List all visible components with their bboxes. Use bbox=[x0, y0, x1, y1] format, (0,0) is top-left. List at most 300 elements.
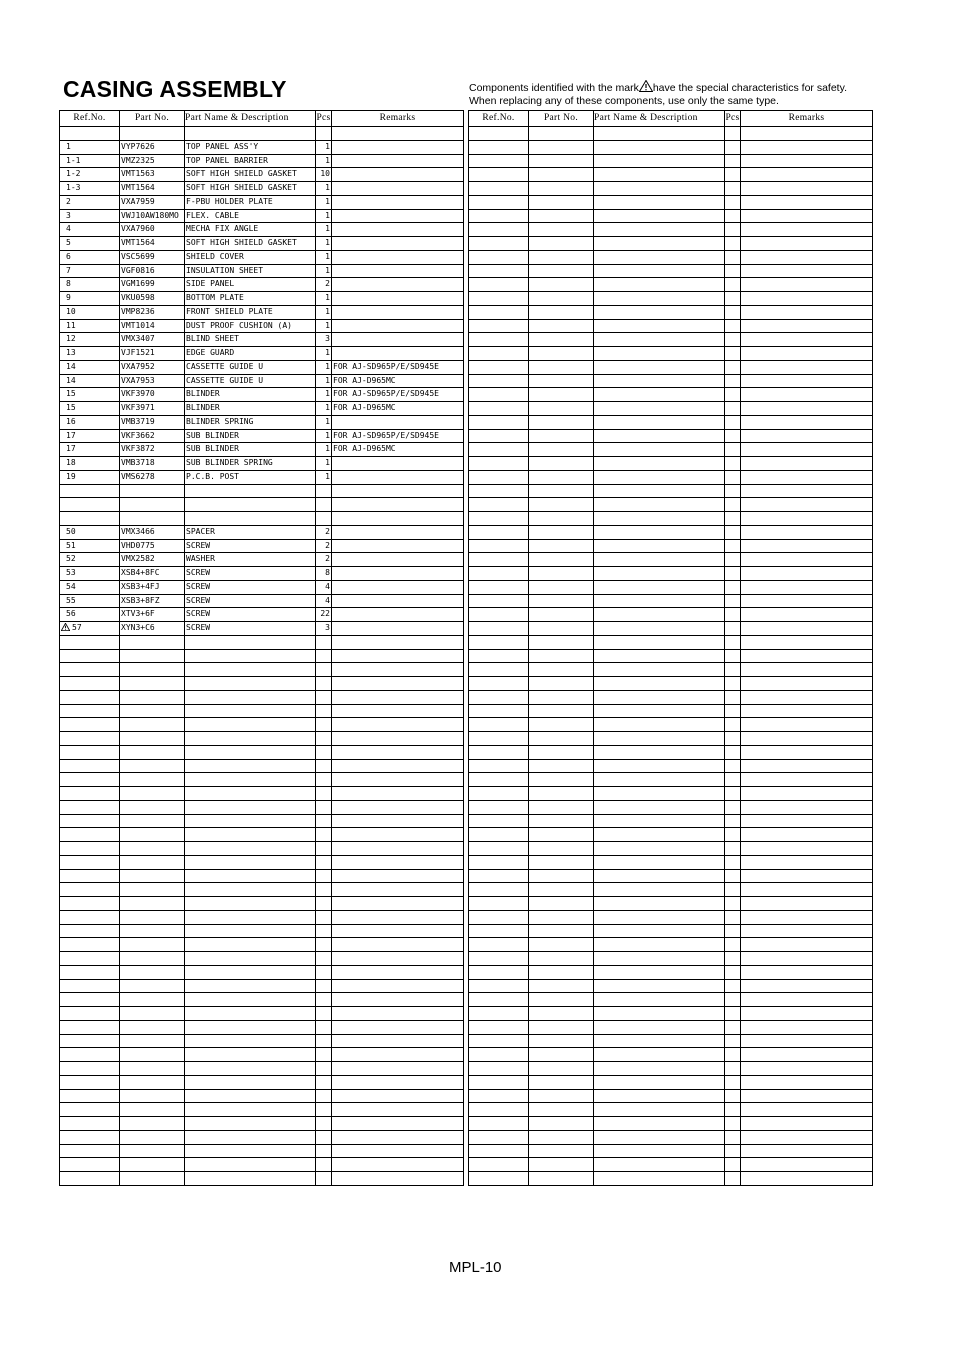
remarks-cell bbox=[332, 732, 464, 746]
pcs-cell: 1 bbox=[316, 182, 332, 196]
remarks-cell bbox=[332, 498, 464, 512]
table-row bbox=[469, 443, 873, 457]
table-row bbox=[60, 800, 464, 814]
remarks-cell bbox=[741, 1020, 873, 1034]
remarks-cell bbox=[741, 443, 873, 457]
ref-cell: 4 bbox=[60, 223, 120, 237]
ref-cell bbox=[469, 910, 529, 924]
ref-cell bbox=[469, 498, 529, 512]
description-cell bbox=[594, 1020, 725, 1034]
pcs-cell bbox=[316, 498, 332, 512]
table-row bbox=[469, 635, 873, 649]
table-row bbox=[60, 195, 464, 209]
remarks-cell bbox=[741, 360, 873, 374]
remarks-cell bbox=[741, 415, 873, 429]
pcs-cell bbox=[725, 952, 741, 966]
remarks-cell bbox=[741, 1048, 873, 1062]
ref-cell bbox=[469, 732, 529, 746]
part-no-cell: VHD0775 bbox=[120, 539, 185, 553]
ref-cell bbox=[60, 649, 120, 663]
description-cell bbox=[594, 539, 725, 553]
pcs-cell bbox=[725, 1158, 741, 1172]
description-cell bbox=[594, 553, 725, 567]
ref-cell bbox=[469, 182, 529, 196]
ref-cell bbox=[469, 787, 529, 801]
ref-cell: 13 bbox=[60, 347, 120, 361]
table-row bbox=[60, 484, 464, 498]
table-row bbox=[60, 360, 464, 374]
pcs-cell: 3 bbox=[316, 333, 332, 347]
pcs-cell bbox=[316, 787, 332, 801]
part-no-cell: VXA7959 bbox=[120, 195, 185, 209]
part-no-cell bbox=[120, 965, 185, 979]
table-row bbox=[469, 924, 873, 938]
description-cell: SOFT HIGH SHIELD GASKET bbox=[185, 168, 316, 182]
ref-cell bbox=[469, 1075, 529, 1089]
description-cell bbox=[594, 1103, 725, 1117]
description-cell bbox=[594, 704, 725, 718]
part-no-cell: VMB3718 bbox=[120, 457, 185, 471]
pcs-cell bbox=[725, 993, 741, 1007]
table-row bbox=[469, 319, 873, 333]
description-cell bbox=[594, 1062, 725, 1076]
part-no-cell bbox=[120, 1103, 185, 1117]
pcs-cell bbox=[725, 553, 741, 567]
pcs-cell bbox=[316, 1007, 332, 1021]
description-cell bbox=[594, 787, 725, 801]
part-no-cell bbox=[120, 512, 185, 526]
ref-cell bbox=[60, 952, 120, 966]
remarks-cell bbox=[332, 154, 464, 168]
ref-cell bbox=[469, 209, 529, 223]
remarks-cell bbox=[332, 127, 464, 141]
ref-cell: 14 bbox=[60, 374, 120, 388]
table-row bbox=[469, 182, 873, 196]
page-number: MPL-10 bbox=[449, 1259, 502, 1276]
ref-cell: 14 bbox=[60, 360, 120, 374]
remarks-cell bbox=[741, 938, 873, 952]
pcs-cell bbox=[725, 594, 741, 608]
part-no-cell bbox=[120, 993, 185, 1007]
remarks-cell bbox=[332, 704, 464, 718]
description-cell bbox=[594, 484, 725, 498]
ref-cell bbox=[469, 443, 529, 457]
pcs-cell: 4 bbox=[316, 594, 332, 608]
ref-cell bbox=[469, 800, 529, 814]
ref-cell bbox=[469, 1117, 529, 1131]
description-cell bbox=[185, 842, 316, 856]
ref-cell bbox=[469, 883, 529, 897]
ref-cell bbox=[469, 388, 529, 402]
table-row bbox=[469, 952, 873, 966]
table-row bbox=[60, 704, 464, 718]
remarks-cell bbox=[741, 773, 873, 787]
description-cell bbox=[594, 842, 725, 856]
remarks-cell bbox=[332, 828, 464, 842]
part-no-cell bbox=[529, 168, 594, 182]
ref-cell bbox=[60, 512, 120, 526]
remarks-cell bbox=[741, 663, 873, 677]
remarks-cell bbox=[741, 1089, 873, 1103]
table-row bbox=[469, 883, 873, 897]
part-no-cell bbox=[529, 250, 594, 264]
part-no-cell bbox=[120, 828, 185, 842]
table-row bbox=[60, 842, 464, 856]
pcs-cell bbox=[725, 869, 741, 883]
part-no-cell bbox=[529, 814, 594, 828]
table-row bbox=[60, 140, 464, 154]
description-cell: SCREW bbox=[185, 567, 316, 581]
safety-notice-line1 bbox=[469, 80, 847, 95]
ref-cell bbox=[469, 704, 529, 718]
table-row bbox=[60, 264, 464, 278]
pcs-cell bbox=[725, 237, 741, 251]
remarks-cell bbox=[741, 677, 873, 691]
part-no-cell bbox=[529, 182, 594, 196]
pcs-cell bbox=[725, 1007, 741, 1021]
table-row bbox=[469, 1020, 873, 1034]
ref-cell bbox=[469, 828, 529, 842]
pcs-cell bbox=[316, 855, 332, 869]
part-no-cell bbox=[120, 1020, 185, 1034]
description-cell bbox=[185, 690, 316, 704]
header-ref-no: Ref.No. bbox=[60, 111, 120, 127]
description-cell bbox=[185, 1103, 316, 1117]
remarks-cell bbox=[332, 855, 464, 869]
pcs-cell: 10 bbox=[316, 168, 332, 182]
part-no-cell bbox=[529, 704, 594, 718]
part-no-cell bbox=[529, 429, 594, 443]
description-cell bbox=[185, 127, 316, 141]
remarks-cell bbox=[741, 869, 873, 883]
header-part-no: Part No. bbox=[529, 111, 594, 127]
remarks-cell bbox=[332, 663, 464, 677]
part-no-cell bbox=[529, 690, 594, 704]
description-cell bbox=[185, 663, 316, 677]
table-row bbox=[469, 690, 873, 704]
pcs-cell bbox=[725, 787, 741, 801]
part-no-cell bbox=[529, 1144, 594, 1158]
remarks-cell bbox=[741, 429, 873, 443]
description-cell bbox=[594, 690, 725, 704]
description-cell bbox=[185, 1117, 316, 1131]
table-row bbox=[469, 209, 873, 223]
description-cell bbox=[594, 718, 725, 732]
remarks-cell bbox=[332, 457, 464, 471]
table-row bbox=[60, 910, 464, 924]
part-no-cell: VMX3466 bbox=[120, 525, 185, 539]
table-row bbox=[60, 415, 464, 429]
pcs-cell bbox=[316, 1020, 332, 1034]
description-cell bbox=[594, 924, 725, 938]
part-no-cell: VMT1014 bbox=[120, 319, 185, 333]
part-no-cell bbox=[529, 305, 594, 319]
description-cell bbox=[594, 649, 725, 663]
table-row bbox=[60, 539, 464, 553]
ref-cell bbox=[469, 965, 529, 979]
pcs-cell bbox=[316, 979, 332, 993]
description-cell bbox=[594, 374, 725, 388]
part-no-cell: VMZ2325 bbox=[120, 154, 185, 168]
part-no-cell bbox=[529, 415, 594, 429]
ref-cell bbox=[469, 814, 529, 828]
ref-cell bbox=[469, 594, 529, 608]
ref-cell bbox=[469, 539, 529, 553]
pcs-cell: 1 bbox=[316, 223, 332, 237]
pcs-cell: 2 bbox=[316, 525, 332, 539]
ref-cell: 52 bbox=[60, 553, 120, 567]
description-cell bbox=[594, 979, 725, 993]
description-cell bbox=[594, 429, 725, 443]
part-no-cell: XYN3+C6 bbox=[120, 622, 185, 636]
pcs-cell bbox=[725, 470, 741, 484]
table-row bbox=[60, 677, 464, 691]
part-no-cell bbox=[529, 525, 594, 539]
description-cell bbox=[185, 677, 316, 691]
part-no-cell bbox=[120, 979, 185, 993]
ref-cell: 53 bbox=[60, 567, 120, 581]
pcs-cell: 1 bbox=[316, 415, 332, 429]
pcs-cell bbox=[725, 1103, 741, 1117]
table-row bbox=[469, 402, 873, 416]
description-cell: SIDE PANEL bbox=[185, 278, 316, 292]
table-row bbox=[60, 897, 464, 911]
remarks-cell bbox=[332, 938, 464, 952]
ref-cell bbox=[469, 1130, 529, 1144]
ref-cell: 18 bbox=[60, 457, 120, 471]
table-row bbox=[469, 910, 873, 924]
table-row bbox=[469, 168, 873, 182]
table-row bbox=[469, 649, 873, 663]
part-no-cell bbox=[529, 635, 594, 649]
description-cell bbox=[594, 910, 725, 924]
ref-cell: 1-2 bbox=[60, 168, 120, 182]
table-row bbox=[60, 1020, 464, 1034]
ref-cell: 55 bbox=[60, 594, 120, 608]
description-cell bbox=[594, 333, 725, 347]
pcs-cell bbox=[725, 223, 741, 237]
remarks-cell bbox=[741, 1062, 873, 1076]
description-cell bbox=[594, 443, 725, 457]
ref-cell bbox=[469, 855, 529, 869]
pcs-cell bbox=[316, 1089, 332, 1103]
ref-cell bbox=[60, 1062, 120, 1076]
description-cell bbox=[185, 800, 316, 814]
pcs-cell bbox=[316, 1130, 332, 1144]
ref-cell bbox=[60, 677, 120, 691]
pcs-cell bbox=[725, 539, 741, 553]
description-cell: EDGE GUARD bbox=[185, 347, 316, 361]
pcs-cell bbox=[316, 842, 332, 856]
description-cell bbox=[594, 402, 725, 416]
remarks-cell bbox=[741, 883, 873, 897]
ref-cell bbox=[469, 264, 529, 278]
remarks-cell bbox=[332, 168, 464, 182]
header-ref-no: Ref.No. bbox=[469, 111, 529, 127]
part-no-cell bbox=[120, 732, 185, 746]
part-no-cell bbox=[529, 347, 594, 361]
pcs-cell bbox=[725, 663, 741, 677]
description-cell bbox=[594, 292, 725, 306]
table-row bbox=[60, 457, 464, 471]
table-row bbox=[469, 732, 873, 746]
remarks-cell bbox=[332, 635, 464, 649]
remarks-cell bbox=[332, 1020, 464, 1034]
part-no-cell: VMX2582 bbox=[120, 553, 185, 567]
pcs-cell bbox=[725, 910, 741, 924]
ref-text: 57 bbox=[72, 623, 82, 632]
part-no-cell: VXA7952 bbox=[120, 360, 185, 374]
pcs-cell bbox=[725, 1062, 741, 1076]
description-cell bbox=[594, 993, 725, 1007]
description-cell bbox=[594, 567, 725, 581]
table-row bbox=[469, 1144, 873, 1158]
description-cell bbox=[594, 883, 725, 897]
part-no-cell bbox=[529, 1020, 594, 1034]
remarks-cell bbox=[332, 897, 464, 911]
part-no-cell bbox=[529, 910, 594, 924]
ref-cell bbox=[60, 1117, 120, 1131]
description-cell: CASSETTE GUIDE U bbox=[185, 374, 316, 388]
part-no-cell bbox=[529, 924, 594, 938]
remarks-cell bbox=[332, 814, 464, 828]
table-row bbox=[60, 182, 464, 196]
pcs-cell bbox=[725, 415, 741, 429]
remarks-cell bbox=[741, 828, 873, 842]
ref-cell bbox=[469, 195, 529, 209]
remarks-cell bbox=[332, 182, 464, 196]
ref-cell: 51 bbox=[60, 539, 120, 553]
table-row bbox=[60, 649, 464, 663]
part-no-cell bbox=[120, 1117, 185, 1131]
description-cell bbox=[594, 127, 725, 141]
ref-cell bbox=[469, 608, 529, 622]
description-cell bbox=[185, 897, 316, 911]
ref-cell: 7 bbox=[60, 264, 120, 278]
remarks-cell bbox=[741, 800, 873, 814]
pcs-cell bbox=[725, 250, 741, 264]
table-row bbox=[60, 952, 464, 966]
ref-cell bbox=[469, 223, 529, 237]
pcs-cell bbox=[725, 182, 741, 196]
table-row bbox=[60, 1075, 464, 1089]
pcs-cell bbox=[316, 1117, 332, 1131]
ref-cell: 2 bbox=[60, 195, 120, 209]
remarks-cell bbox=[741, 993, 873, 1007]
pcs-cell bbox=[725, 965, 741, 979]
part-no-cell bbox=[529, 484, 594, 498]
part-no-cell bbox=[120, 484, 185, 498]
ref-cell: 1 bbox=[60, 140, 120, 154]
table-row bbox=[469, 415, 873, 429]
pcs-cell bbox=[316, 718, 332, 732]
description-cell bbox=[594, 814, 725, 828]
part-no-cell: VKU0598 bbox=[120, 292, 185, 306]
table-row bbox=[469, 223, 873, 237]
description-cell bbox=[594, 938, 725, 952]
table-row bbox=[469, 140, 873, 154]
ref-cell bbox=[60, 1007, 120, 1021]
description-cell bbox=[185, 965, 316, 979]
table-row bbox=[469, 553, 873, 567]
remarks-cell: FOR AJ-SD965P/E/SD945E bbox=[332, 360, 464, 374]
description-cell bbox=[594, 663, 725, 677]
part-no-cell bbox=[529, 1117, 594, 1131]
remarks-cell bbox=[741, 787, 873, 801]
remarks-cell bbox=[332, 800, 464, 814]
ref-cell bbox=[469, 745, 529, 759]
description-cell bbox=[594, 1089, 725, 1103]
pcs-cell bbox=[725, 1089, 741, 1103]
table-row bbox=[60, 993, 464, 1007]
table-row bbox=[60, 127, 464, 141]
ref-cell bbox=[469, 567, 529, 581]
remarks-cell bbox=[332, 883, 464, 897]
parts-table-right bbox=[468, 110, 873, 1186]
remarks-cell bbox=[741, 567, 873, 581]
description-cell bbox=[185, 924, 316, 938]
pcs-cell bbox=[316, 938, 332, 952]
table-row bbox=[469, 1048, 873, 1062]
table-row bbox=[469, 580, 873, 594]
table-row bbox=[60, 168, 464, 182]
pcs-cell: 1 bbox=[316, 140, 332, 154]
description-cell bbox=[185, 1048, 316, 1062]
table-row bbox=[60, 580, 464, 594]
table-row bbox=[60, 1034, 464, 1048]
description-cell bbox=[594, 622, 725, 636]
part-no-cell bbox=[120, 635, 185, 649]
ref-cell bbox=[469, 360, 529, 374]
table-row bbox=[60, 1048, 464, 1062]
remarks-cell bbox=[741, 402, 873, 416]
pcs-cell: 22 bbox=[316, 608, 332, 622]
part-no-cell bbox=[529, 1103, 594, 1117]
pcs-cell: 3 bbox=[316, 622, 332, 636]
ref-cell bbox=[60, 910, 120, 924]
ref-cell bbox=[469, 635, 529, 649]
ref-cell bbox=[469, 979, 529, 993]
pcs-cell bbox=[725, 292, 741, 306]
table-row bbox=[469, 525, 873, 539]
part-no-cell: VGM1699 bbox=[120, 278, 185, 292]
ref-cell bbox=[60, 1172, 120, 1186]
description-cell bbox=[185, 635, 316, 649]
parts-table-left bbox=[59, 110, 464, 1186]
table-row bbox=[469, 154, 873, 168]
description-cell: SPACER bbox=[185, 525, 316, 539]
pcs-cell: 1 bbox=[316, 319, 332, 333]
remarks-cell bbox=[332, 292, 464, 306]
description-cell bbox=[594, 580, 725, 594]
part-no-cell bbox=[120, 745, 185, 759]
remarks-cell bbox=[332, 718, 464, 732]
ref-cell bbox=[469, 1007, 529, 1021]
table-row bbox=[469, 1103, 873, 1117]
pcs-cell bbox=[725, 457, 741, 471]
part-no-cell bbox=[529, 622, 594, 636]
part-no-cell: XSB3+4FJ bbox=[120, 580, 185, 594]
remarks-cell bbox=[741, 319, 873, 333]
table-row bbox=[60, 429, 464, 443]
part-no-cell bbox=[120, 1034, 185, 1048]
part-no-cell bbox=[529, 952, 594, 966]
table-row bbox=[60, 388, 464, 402]
remarks-cell bbox=[332, 594, 464, 608]
description-cell: FLEX. CABLE bbox=[185, 209, 316, 223]
remarks-cell bbox=[741, 732, 873, 746]
part-no-cell bbox=[120, 1144, 185, 1158]
